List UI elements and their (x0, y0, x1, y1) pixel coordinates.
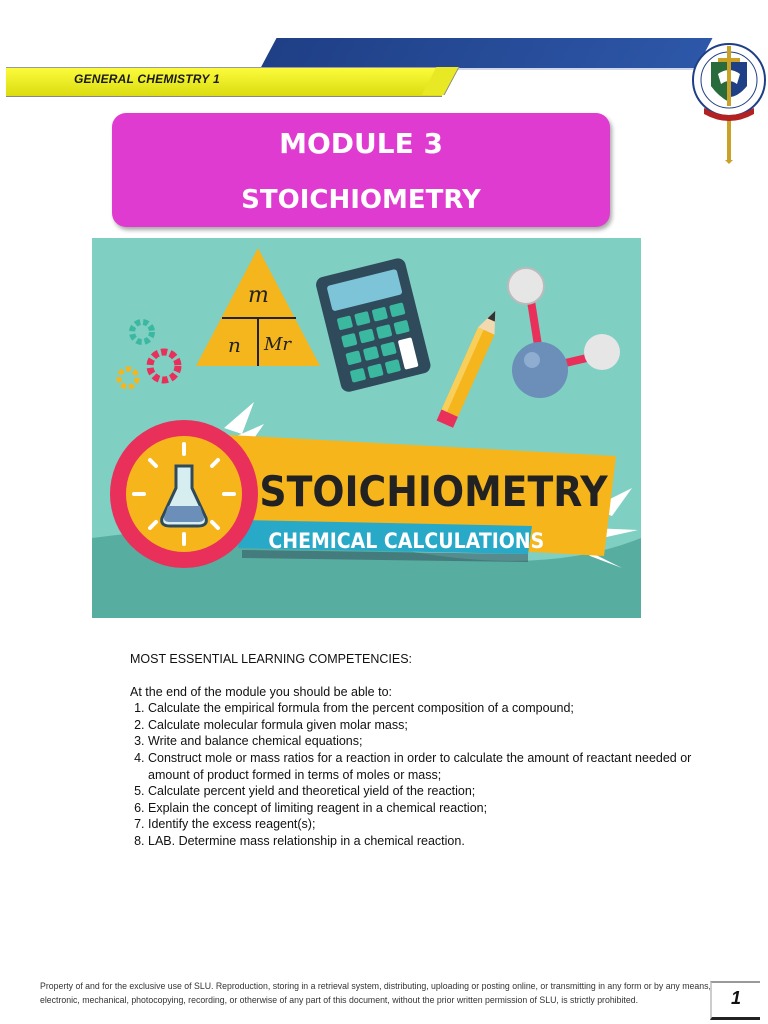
triangle-left-label: n (228, 333, 241, 357)
banner-subtitle: CHEMICAL CALCULATIONS (268, 528, 545, 554)
list-item: 3. Write and balance chemical equations; (148, 733, 730, 750)
page-number: 1 (710, 981, 760, 1020)
competencies-intro: At the end of the module you should be able to: (130, 684, 392, 699)
competencies-list (130, 700, 730, 849)
learning-competencies (130, 651, 730, 850)
module-number: MODULE 3 (279, 127, 443, 160)
banner-title: STOICHIOMETRY (259, 468, 608, 517)
header-yellow-bar (6, 67, 442, 97)
list-item: 6. Explain the concept of limiting reagent in a chemical reaction; (148, 800, 730, 817)
header-blue-bar (259, 38, 712, 70)
subject-title: GENERAL CHEMISTRY 1 (74, 72, 220, 86)
list-item: 5. Calculate percent yield and theoretical yield of the reaction; (148, 783, 730, 800)
list-item: 1. Calculate the empirical formula from the percent composition of a compound; (148, 700, 730, 717)
flask-badge-icon (110, 420, 258, 568)
module-title-box (112, 113, 610, 227)
list-item: 7. Identify the excess reagent(s); (148, 816, 730, 833)
stoichiometry-illustration (92, 238, 641, 618)
list-item: 2. Calculate molecular formula given molar mass; (148, 717, 730, 734)
slu-seal-icon (688, 38, 768, 164)
competencies-heading: MOST ESSENTIAL LEARNING COMPETENCIES: (130, 652, 413, 666)
list-item: 4. Construct mole or mass ratios for a reaction in order to calculate the amount of reactant needed or amount of product formed in terms of moles or mass; (148, 750, 730, 783)
list-item: 8. LAB. Determine mass relationship in a chemical reaction. (148, 833, 730, 850)
title-banner (200, 434, 616, 562)
copyright-notice: Property of and for the exclusive use of SLU. Reproduction, storing in a retrieval system, distributing, uploading or posting online, or transmitting in any form or by any means, electronic, mechanical, photocopying, recording, or otherwise of any part of this document, without the prior written permission of SLU, is strictly prohibited. (40, 981, 711, 1006)
module-topic: STOICHIOMETRY (241, 185, 481, 215)
triangle-top-label: m (248, 283, 269, 308)
triangle-right-label: Mr (264, 334, 292, 355)
